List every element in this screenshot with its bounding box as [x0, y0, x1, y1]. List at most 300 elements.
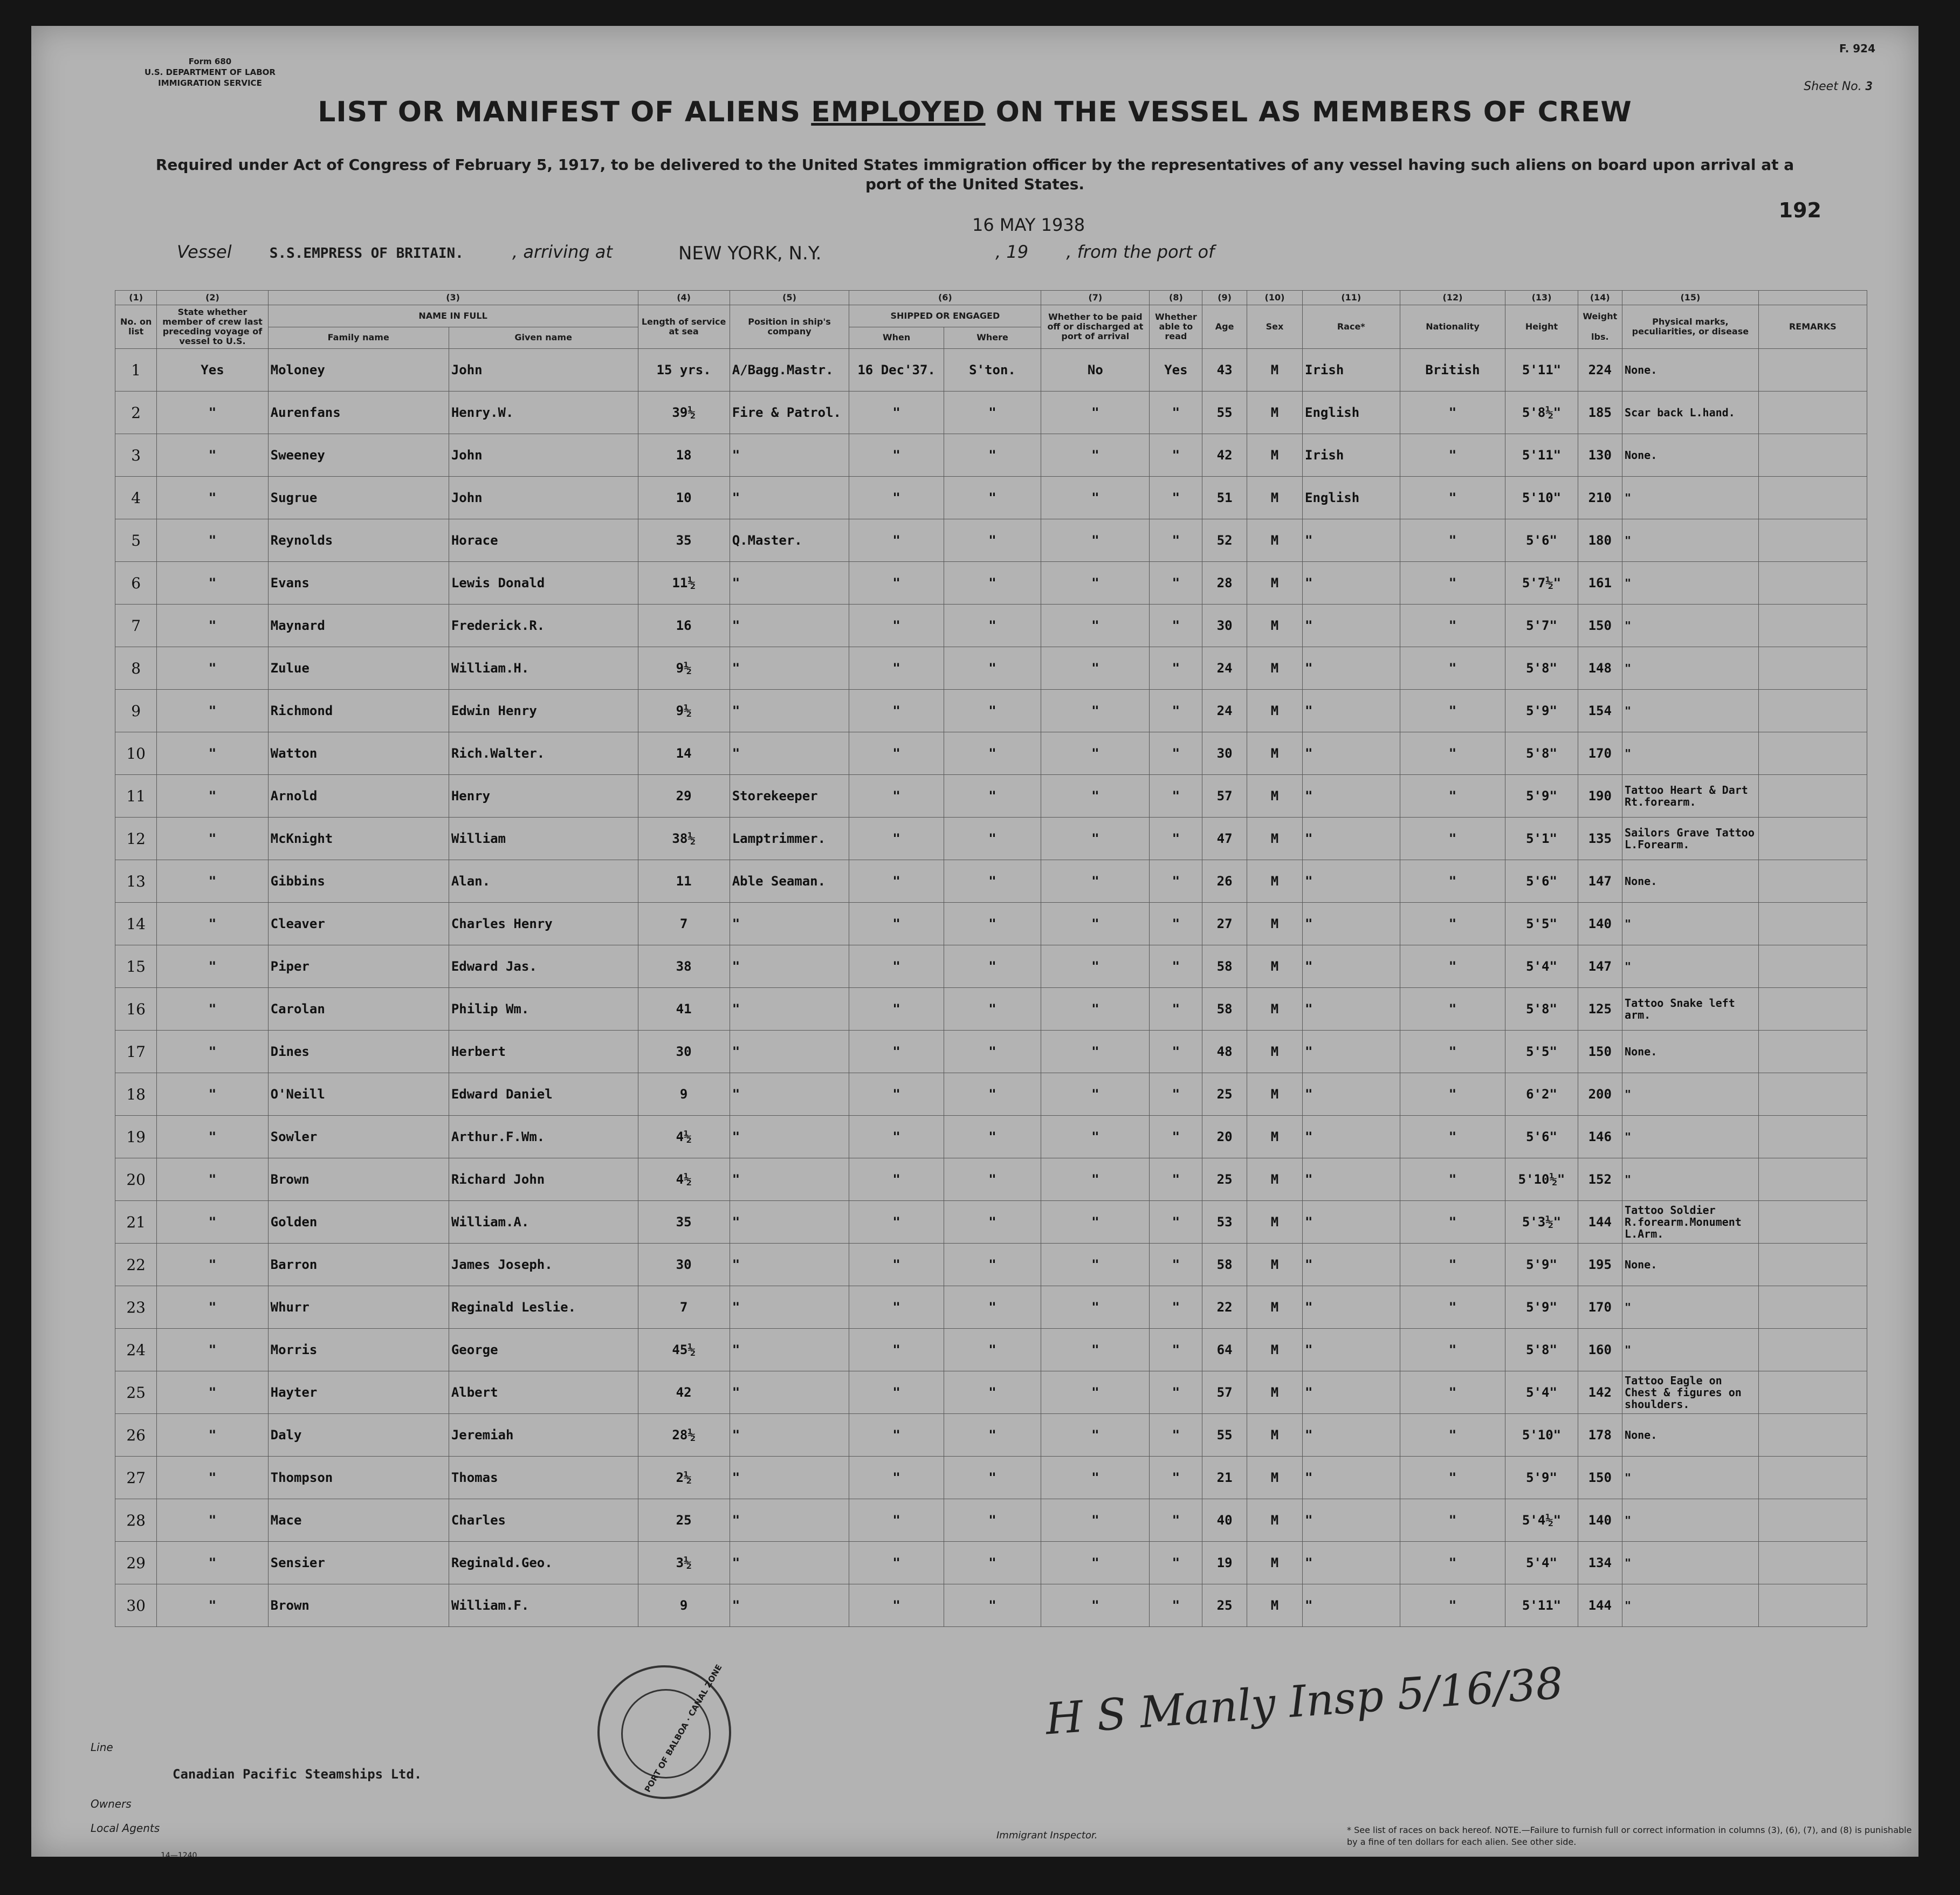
sex-cell: M	[1247, 519, 1302, 562]
given-name-cell: Jeremiah	[449, 1414, 638, 1457]
col-num: (12)	[1400, 291, 1505, 305]
service-cell: 7	[638, 903, 730, 945]
race-cell: "	[1303, 1584, 1400, 1627]
col-num-blank	[1758, 291, 1867, 305]
height-cell: 5'6"	[1505, 519, 1578, 562]
service-cell: 35	[638, 1201, 730, 1244]
family-name-cell: Sowler	[268, 1116, 449, 1158]
where-cell: "	[944, 945, 1041, 988]
able-read-cell: "	[1150, 903, 1202, 945]
able-read-cell: "	[1150, 605, 1202, 647]
family-name-cell: Whurr	[268, 1286, 449, 1329]
physical-marks-cell: Tattoo Eagle on Chest & figures on shoulders.	[1622, 1371, 1759, 1414]
header-paid-off: Whether to be paid off or discharged at port of arrival	[1041, 305, 1150, 349]
weight-cell: 150	[1578, 605, 1622, 647]
header-name: NAME IN FULL	[268, 305, 638, 327]
table-row	[115, 988, 1867, 1031]
col-num: (2)	[157, 291, 268, 305]
given-name-cell: Edward Jas.	[449, 945, 638, 988]
where-cell: "	[944, 1584, 1041, 1627]
where-cell: "	[944, 818, 1041, 860]
service-cell: 25	[638, 1499, 730, 1542]
table-row	[115, 647, 1867, 690]
weight-cell: 140	[1578, 1499, 1622, 1542]
race-cell: "	[1303, 1457, 1400, 1499]
age-cell: 55	[1202, 1414, 1247, 1457]
nationality-cell: "	[1400, 1201, 1505, 1244]
when-cell: "	[849, 945, 944, 988]
when-cell: "	[849, 775, 944, 818]
weight-cell: 170	[1578, 732, 1622, 775]
height-cell: 5'10"	[1505, 1414, 1578, 1457]
remarks-cell	[1758, 1201, 1867, 1244]
where-cell: "	[944, 775, 1041, 818]
when-cell: "	[849, 1201, 944, 1244]
when-cell: "	[849, 1584, 944, 1627]
paid-off-cell: "	[1041, 818, 1150, 860]
able-read-cell: "	[1150, 1457, 1202, 1499]
service-cell: 11	[638, 860, 730, 903]
position-cell: "	[730, 605, 849, 647]
sex-cell: M	[1247, 562, 1302, 605]
vessel-label: Vessel	[177, 242, 232, 262]
table-row	[115, 945, 1867, 988]
position-cell: "	[730, 1499, 849, 1542]
weight-cell: 135	[1578, 818, 1622, 860]
position-cell: "	[730, 647, 849, 690]
nationality-cell: "	[1400, 775, 1505, 818]
race-cell: "	[1303, 690, 1400, 732]
family-name-cell: Brown	[268, 1158, 449, 1201]
position-cell: "	[730, 434, 849, 477]
family-name-cell: Sweeney	[268, 434, 449, 477]
crew-last-cell: "	[157, 1286, 268, 1329]
table-row	[115, 1244, 1867, 1286]
row-number: 20	[115, 1158, 157, 1201]
nationality-cell: "	[1400, 519, 1505, 562]
position-cell: "	[730, 1414, 849, 1457]
document-title	[31, 96, 1918, 128]
nationality-cell: "	[1400, 988, 1505, 1031]
nationality-cell: "	[1400, 818, 1505, 860]
physical-marks-cell: "	[1622, 1073, 1759, 1116]
sex-cell: M	[1247, 1542, 1302, 1584]
when-cell: "	[849, 1244, 944, 1286]
vessel-name: S.S.EMPRESS OF BRITAIN.	[269, 245, 464, 262]
document-subtitle: Required under Act of Congress of February 5, 1917, to be delivered to the United States immigration officer by the representatives of any vessel having such aliens on board upon arrival at a port of the United States.	[155, 156, 1794, 193]
physical-marks-cell: "	[1622, 1457, 1759, 1499]
crew-last-cell: "	[157, 988, 268, 1031]
sex-cell: M	[1247, 945, 1302, 988]
nationality-cell: British	[1400, 349, 1505, 392]
remarks-cell	[1758, 1073, 1867, 1116]
service-cell: 29	[638, 775, 730, 818]
remarks-cell	[1758, 945, 1867, 988]
race-cell: "	[1303, 1499, 1400, 1542]
footer-note: * See list of races on back hereof. NOTE.—Failure to furnish full or correct information in columns (3), (6), (7), and (8) is punishable by a fine of ten dollars for each alien. See other side.	[1347, 1825, 1912, 1847]
family-name-cell: Barron	[268, 1244, 449, 1286]
given-name-cell: Edward Daniel	[449, 1073, 638, 1116]
agents-label: Local Agents	[91, 1822, 160, 1835]
given-name-cell: William	[449, 818, 638, 860]
position-cell: "	[730, 903, 849, 945]
where-cell: "	[944, 1031, 1041, 1073]
race-cell: "	[1303, 1244, 1400, 1286]
row-number: 8	[115, 647, 157, 690]
weight-cell: 147	[1578, 860, 1622, 903]
weight-cell: 185	[1578, 392, 1622, 434]
family-name-cell: Evans	[268, 562, 449, 605]
position-cell: Storekeeper	[730, 775, 849, 818]
physical-marks-cell: "	[1622, 903, 1759, 945]
form-code: F. 924	[1839, 42, 1875, 55]
where-cell: "	[944, 1371, 1041, 1414]
row-number: 11	[115, 775, 157, 818]
height-cell: 5'4"	[1505, 945, 1578, 988]
weight-cell: 125	[1578, 988, 1622, 1031]
table-row	[115, 1073, 1867, 1116]
race-cell: English	[1303, 477, 1400, 519]
header-height: Height	[1505, 305, 1578, 349]
given-name-cell: George	[449, 1329, 638, 1371]
age-cell: 58	[1202, 1244, 1247, 1286]
family-name-cell: Piper	[268, 945, 449, 988]
when-cell: "	[849, 477, 944, 519]
position-cell: Q.Master.	[730, 519, 849, 562]
given-name-cell: John	[449, 434, 638, 477]
nationality-cell: "	[1400, 1286, 1505, 1329]
service-cell: 38½	[638, 818, 730, 860]
header-weight	[1578, 305, 1622, 349]
family-name-cell: Sugrue	[268, 477, 449, 519]
header-service: Length of service at sea	[638, 305, 730, 349]
remarks-cell	[1758, 477, 1867, 519]
nationality-cell: "	[1400, 903, 1505, 945]
where-cell: "	[944, 1414, 1041, 1457]
given-name-cell: James Joseph.	[449, 1244, 638, 1286]
when-cell: "	[849, 903, 944, 945]
when-cell: 16 Dec'37.	[849, 349, 944, 392]
nationality-cell: "	[1400, 562, 1505, 605]
crew-rows	[115, 349, 1867, 1627]
position-cell: "	[730, 1031, 849, 1073]
family-name-cell: Reynolds	[268, 519, 449, 562]
race-cell: "	[1303, 647, 1400, 690]
position-cell: "	[730, 1116, 849, 1158]
col-num: (9)	[1202, 291, 1247, 305]
header-remarks: REMARKS	[1758, 305, 1867, 349]
sex-cell: M	[1247, 434, 1302, 477]
paid-off-cell: "	[1041, 988, 1150, 1031]
age-cell: 28	[1202, 562, 1247, 605]
service-cell: 16	[638, 605, 730, 647]
physical-marks-cell: Tattoo Soldier R.forearm.Monument L.Arm.	[1622, 1201, 1759, 1244]
age-cell: 30	[1202, 605, 1247, 647]
age-cell: 24	[1202, 647, 1247, 690]
col-num: (6)	[849, 291, 1041, 305]
nationality-cell: "	[1400, 1329, 1505, 1371]
race-cell: "	[1303, 945, 1400, 988]
physical-marks-cell: None.	[1622, 1244, 1759, 1286]
age-cell: 64	[1202, 1329, 1247, 1371]
sex-cell: M	[1247, 1201, 1302, 1244]
given-name-cell: Edwin Henry	[449, 690, 638, 732]
height-cell: 5'5"	[1505, 903, 1578, 945]
given-name-cell: Frederick.R.	[449, 605, 638, 647]
position-cell: "	[730, 1286, 849, 1329]
sex-cell: M	[1247, 605, 1302, 647]
service-cell: 38	[638, 945, 730, 988]
inspector-signature: H S Manly Insp 5/16/38	[1043, 1658, 1565, 1745]
where-cell: "	[944, 860, 1041, 903]
table-row	[115, 519, 1867, 562]
crew-last-cell: "	[157, 732, 268, 775]
physical-marks-cell: "	[1622, 1116, 1759, 1158]
position-cell: "	[730, 562, 849, 605]
table-row	[115, 434, 1867, 477]
title-part-underlined: EMPLOYED	[811, 96, 986, 128]
weight-cell: 195	[1578, 1244, 1622, 1286]
table-row	[115, 392, 1867, 434]
height-cell: 5'9"	[1505, 775, 1578, 818]
inspector-label: Immigrant Inspector.	[996, 1830, 1098, 1841]
crew-last-cell: "	[157, 818, 268, 860]
race-cell: English	[1303, 392, 1400, 434]
service-cell: 7	[638, 1286, 730, 1329]
row-number: 5	[115, 519, 157, 562]
row-number: 27	[115, 1457, 157, 1499]
crew-last-cell: "	[157, 775, 268, 818]
able-read-cell: Yes	[1150, 349, 1202, 392]
able-read-cell: "	[1150, 477, 1202, 519]
age-cell: 57	[1202, 775, 1247, 818]
family-name-cell: Dines	[268, 1031, 449, 1073]
col-num: (4)	[638, 291, 730, 305]
physical-marks-cell: Sailors Grave Tattoo L.Forearm.	[1622, 818, 1759, 860]
nationality-cell: "	[1400, 690, 1505, 732]
where-cell: "	[944, 1073, 1041, 1116]
form-number: 14—1240	[161, 1851, 197, 1860]
able-read-cell: "	[1150, 818, 1202, 860]
paid-off-cell: "	[1041, 1201, 1150, 1244]
position-cell: "	[730, 1584, 849, 1627]
row-number: 13	[115, 860, 157, 903]
sex-cell: M	[1247, 860, 1302, 903]
where-cell: "	[944, 1158, 1041, 1201]
physical-marks-cell: Scar back L.hand.	[1622, 392, 1759, 434]
paid-off-cell: "	[1041, 860, 1150, 903]
nationality-cell: "	[1400, 1073, 1505, 1116]
age-cell: 21	[1202, 1457, 1247, 1499]
header-nationality: Nationality	[1400, 305, 1505, 349]
given-name-cell: Albert	[449, 1371, 638, 1414]
row-number: 25	[115, 1371, 157, 1414]
remarks-cell	[1758, 392, 1867, 434]
able-read-cell: "	[1150, 434, 1202, 477]
physical-marks-cell: None.	[1622, 1414, 1759, 1457]
table-row	[115, 1116, 1867, 1158]
crew-last-cell: "	[157, 1457, 268, 1499]
weight-cell: 148	[1578, 647, 1622, 690]
service-cell: 3½	[638, 1542, 730, 1584]
position-cell: "	[730, 988, 849, 1031]
crew-last-cell: "	[157, 690, 268, 732]
given-name-cell: Horace	[449, 519, 638, 562]
row-number: 3	[115, 434, 157, 477]
header-sex: Sex	[1247, 305, 1302, 349]
given-name-cell: William.F.	[449, 1584, 638, 1627]
where-cell: "	[944, 1499, 1041, 1542]
where-cell: "	[944, 519, 1041, 562]
paid-off-cell: "	[1041, 392, 1150, 434]
able-read-cell: "	[1150, 1073, 1202, 1116]
sex-cell: M	[1247, 818, 1302, 860]
able-read-cell: "	[1150, 1584, 1202, 1627]
sex-cell: M	[1247, 690, 1302, 732]
position-cell: "	[730, 732, 849, 775]
age-cell: 58	[1202, 945, 1247, 988]
col-num: (13)	[1505, 291, 1578, 305]
paid-off-cell: "	[1041, 1457, 1150, 1499]
sex-cell: M	[1247, 392, 1302, 434]
row-number: 30	[115, 1584, 157, 1627]
given-name-cell: Philip Wm.	[449, 988, 638, 1031]
sex-cell: M	[1247, 647, 1302, 690]
given-name-cell: William.A.	[449, 1201, 638, 1244]
height-cell: 6'2"	[1505, 1073, 1578, 1116]
age-cell: 27	[1202, 903, 1247, 945]
able-read-cell: "	[1150, 647, 1202, 690]
service-cell: 45½	[638, 1329, 730, 1371]
where-cell: S'ton.	[944, 349, 1041, 392]
weight-cell: 200	[1578, 1073, 1622, 1116]
family-name-cell: Aurenfans	[268, 392, 449, 434]
form-line: U.S. DEPARTMENT OF LABOR	[145, 67, 276, 77]
crew-last-cell: "	[157, 519, 268, 562]
paid-off-cell: "	[1041, 1329, 1150, 1371]
height-cell: 5'10"	[1505, 477, 1578, 519]
row-number: 1	[115, 349, 157, 392]
height-cell: 5'6"	[1505, 1116, 1578, 1158]
physical-marks-cell: "	[1622, 690, 1759, 732]
nationality-cell: "	[1400, 434, 1505, 477]
race-cell: "	[1303, 562, 1400, 605]
race-cell: "	[1303, 903, 1400, 945]
given-name-cell: Richard John	[449, 1158, 638, 1201]
physical-marks-cell: "	[1622, 562, 1759, 605]
race-cell: "	[1303, 1329, 1400, 1371]
where-cell: "	[944, 690, 1041, 732]
service-cell: 14	[638, 732, 730, 775]
family-name-cell: Hayter	[268, 1371, 449, 1414]
height-cell: 5'9"	[1505, 1286, 1578, 1329]
remarks-cell	[1758, 605, 1867, 647]
nationality-cell: "	[1400, 1542, 1505, 1584]
service-cell: 41	[638, 988, 730, 1031]
age-cell: 40	[1202, 1499, 1247, 1542]
race-cell: "	[1303, 1371, 1400, 1414]
weight-cell: 150	[1578, 1457, 1622, 1499]
header-no: No. on list	[115, 305, 157, 349]
remarks-cell	[1758, 349, 1867, 392]
physical-marks-cell: "	[1622, 945, 1759, 988]
position-cell: "	[730, 945, 849, 988]
table-row	[115, 1201, 1867, 1244]
physical-marks-cell: "	[1622, 647, 1759, 690]
col-num: (8)	[1150, 291, 1202, 305]
physical-marks-cell: None.	[1622, 1031, 1759, 1073]
age-cell: 55	[1202, 392, 1247, 434]
nationality-cell: "	[1400, 1414, 1505, 1457]
able-read-cell: "	[1150, 1542, 1202, 1584]
where-cell: "	[944, 1116, 1041, 1158]
paid-off-cell: "	[1041, 434, 1150, 477]
given-name-cell: Herbert	[449, 1031, 638, 1073]
family-name-cell: Zulue	[268, 647, 449, 690]
able-read-cell: "	[1150, 945, 1202, 988]
sex-cell: M	[1247, 1244, 1302, 1286]
col-num: (11)	[1303, 291, 1400, 305]
remarks-cell	[1758, 1031, 1867, 1073]
service-cell: 42	[638, 1371, 730, 1414]
paid-off-cell: "	[1041, 1371, 1150, 1414]
where-cell: "	[944, 1329, 1041, 1371]
height-cell: 5'11"	[1505, 1584, 1578, 1627]
height-cell: 5'7½"	[1505, 562, 1578, 605]
weight-cell: 154	[1578, 690, 1622, 732]
paid-off-cell: "	[1041, 903, 1150, 945]
height-cell: 5'5"	[1505, 1031, 1578, 1073]
nationality-cell: "	[1400, 1499, 1505, 1542]
age-cell: 20	[1202, 1116, 1247, 1158]
height-cell: 5'4½"	[1505, 1499, 1578, 1542]
header-family-name: Family name	[268, 327, 449, 349]
physical-marks-cell: "	[1622, 605, 1759, 647]
sex-cell: M	[1247, 349, 1302, 392]
col-num: (15)	[1622, 291, 1759, 305]
nationality-cell: "	[1400, 477, 1505, 519]
family-name-cell: Cleaver	[268, 903, 449, 945]
sex-cell: M	[1247, 1031, 1302, 1073]
race-cell: "	[1303, 988, 1400, 1031]
physical-marks-cell: "	[1622, 1542, 1759, 1584]
paid-off-cell: "	[1041, 1286, 1150, 1329]
family-name-cell: McKnight	[268, 818, 449, 860]
nationality-cell: "	[1400, 1158, 1505, 1201]
nationality-cell: "	[1400, 392, 1505, 434]
position-cell: "	[730, 1201, 849, 1244]
line-value: Canadian Pacific Steamships Ltd.	[173, 1767, 422, 1782]
remarks-cell	[1758, 732, 1867, 775]
age-cell: 58	[1202, 988, 1247, 1031]
row-number: 6	[115, 562, 157, 605]
paid-off-cell: "	[1041, 605, 1150, 647]
when-cell: "	[849, 1031, 944, 1073]
where-cell: "	[944, 392, 1041, 434]
family-name-cell: Maynard	[268, 605, 449, 647]
age-cell: 51	[1202, 477, 1247, 519]
when-cell: "	[849, 988, 944, 1031]
paid-off-cell: "	[1041, 519, 1150, 562]
weight-cell: 140	[1578, 903, 1622, 945]
family-name-cell: Daly	[268, 1414, 449, 1457]
weight-cell: 190	[1578, 775, 1622, 818]
height-cell: 5'8"	[1505, 1329, 1578, 1371]
able-read-cell: "	[1150, 1201, 1202, 1244]
when-cell: "	[849, 732, 944, 775]
when-cell: "	[849, 1414, 944, 1457]
race-cell: Irish	[1303, 349, 1400, 392]
